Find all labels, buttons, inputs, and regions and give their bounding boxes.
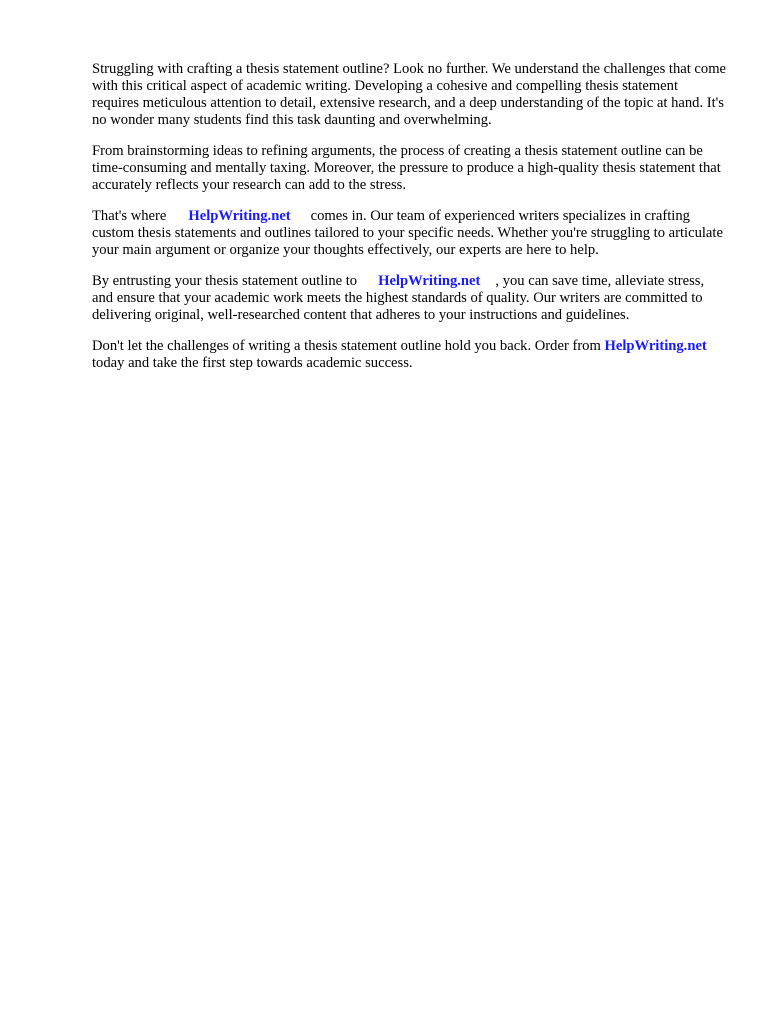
paragraph-intro: Struggling with crafting a thesis statement outline? Look no further. We understand the challenges that come with this critical aspect of academic writing. Developing a cohesive and compelling thesis statement requires meticulous attention to detail, extensive research, and a deep understanding of the topic at hand. It's no wonder many students find this task daunting and overwhelming. xyxy=(92,61,727,128)
paragraph-cta-rest: today and take the first step towards academic success. xyxy=(92,355,413,371)
helpwriting-link-1[interactable]: HelpWriting.net xyxy=(188,208,291,224)
paragraph-service xyxy=(92,208,728,259)
helpwriting-link-3[interactable]: HelpWriting.net xyxy=(604,338,707,354)
paragraph-service-rest: comes in. Our team of experienced writers specializes in crafting custom thesis statements and outlines tailored to your specific needs. Whether you're struggling to articulate your main argument or organize your thoughts effectively, our experts are here to help. xyxy=(92,208,723,258)
paragraph-benefits-lead: By entrusting your thesis statement outline to xyxy=(92,273,358,289)
paragraph-call-to-action xyxy=(92,338,728,372)
paragraph-benefits-rest: , you can save time, alleviate stress, and ensure that your academic work meets the highest standards of quality. Our writers are committed to delivering original, well-researched content that adheres to your instructions and guidelines. xyxy=(92,273,705,323)
helpwriting-link-2[interactable]: HelpWriting.net xyxy=(378,273,481,289)
document-body xyxy=(92,61,728,386)
paragraph-service-lead: That's where xyxy=(92,208,167,224)
paragraph-process: From brainstorming ideas to refining arguments, the process of creating a thesis statement outline can be time-consuming and mentally taxing. Moreover, the pressure to produce a high-quality thesis statement that accurately reflects your research can add to the stress. xyxy=(92,143,721,193)
paragraph-benefits xyxy=(92,273,728,324)
paragraph-cta-lead: Don't let the challenges of writing a thesis statement outline hold you back. Order from xyxy=(92,338,601,354)
